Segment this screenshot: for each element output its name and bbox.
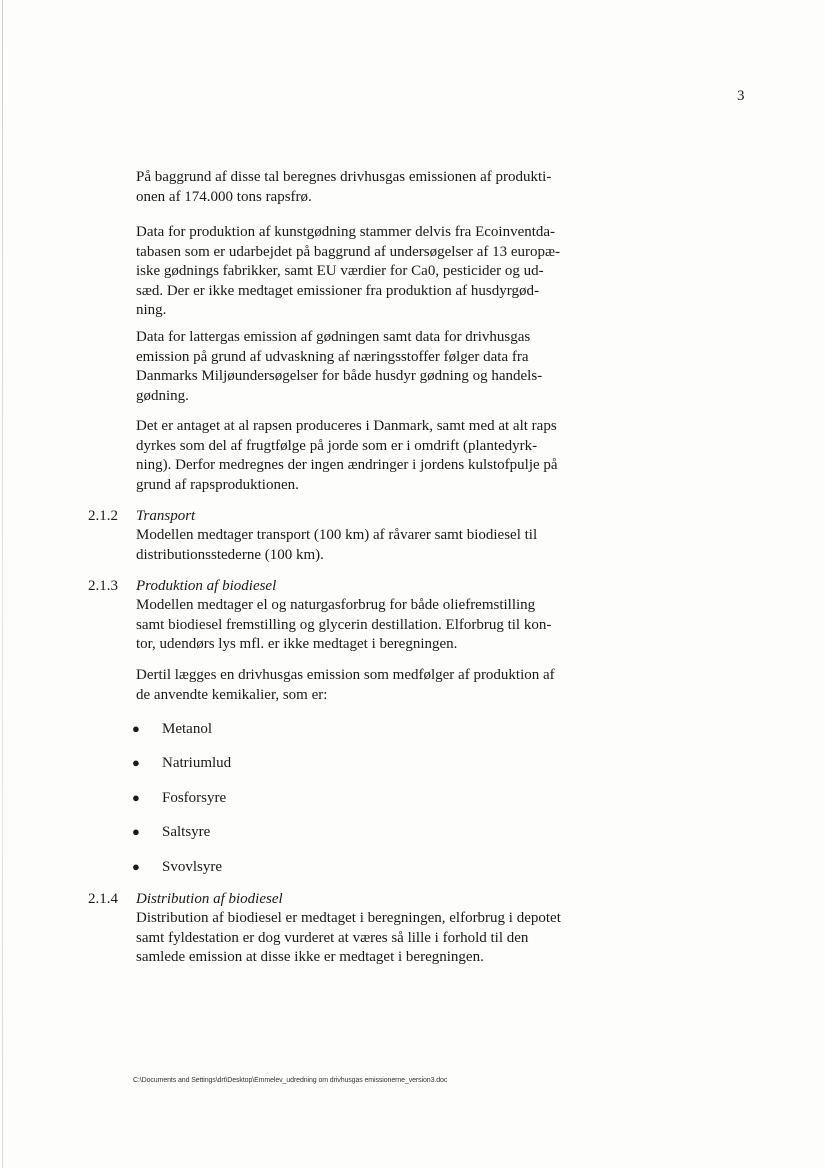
list-item-label: Fosforsyre: [162, 790, 227, 806]
section-title: Produktion af biodiesel: [136, 578, 277, 594]
text-line: samlede emission at disse ikke er medtaget i beregningen.: [136, 949, 484, 965]
page-margin-line: [2, 0, 3, 1168]
section-number: 2.1.2: [88, 508, 118, 524]
text-line: samt biodiesel fremstilling og glycerin destillation. Elforbrug til kon-: [136, 616, 552, 633]
text-line: tabasen som er udarbejdet på baggrund af undersøgelser af 13 europæ-: [136, 243, 561, 260]
bullet-icon: ●: [132, 790, 140, 805]
text-line: grund af rapsproduktionen.: [136, 476, 299, 493]
bullet-icon: ●: [132, 755, 140, 770]
text-line: tor, udendørs lys mfl. er ikke medtaget i beregningen.: [136, 636, 458, 652]
paragraph-distribution: [136, 909, 586, 968]
text-line: onen af 174.000 tons rapsfrø.: [136, 188, 312, 205]
text-line: På baggrund af disse tal beregnes drivhusgas emissionen af produkti-: [136, 169, 552, 185]
text-line: distributionsstederne (100 km).: [136, 546, 324, 563]
section-heading-distribution: [88, 890, 283, 910]
paragraph-intro-3: [136, 328, 576, 406]
list-item: [132, 788, 226, 809]
text-line: ning.: [136, 302, 167, 318]
section-heading-transport: [88, 507, 195, 527]
text-line: samt fyldestation er dog vurderet at væres så lille i forhold til den: [136, 929, 529, 946]
list-item-label: Svovlsyre: [162, 859, 222, 875]
page-number: 3: [737, 88, 745, 104]
list-item: [132, 822, 210, 843]
text-line: Data for lattergas emission af gødningen samt data for drivhusgas: [136, 329, 531, 345]
paragraph-intro-4: [136, 417, 576, 495]
list-item: [132, 753, 231, 774]
bullet-icon: ●: [132, 859, 140, 874]
section-number: 2.1.3: [88, 578, 118, 594]
section-title: Transport: [136, 508, 196, 524]
paragraph-produktion-2: [136, 666, 576, 705]
paragraph-produktion-1: [136, 596, 576, 655]
text-line: Det er antaget at al rapsen produceres i Danmark, samt med at alt raps: [136, 418, 557, 434]
text-line: Dertil lægges en drivhusgas emission som medfølger af produktion af: [136, 667, 555, 683]
section-title: Distribution af biodiesel: [136, 891, 283, 907]
paragraph-transport: [136, 526, 576, 565]
paragraph-intro-2: [136, 223, 576, 321]
text-line: dyrkes som del af frugtfølge på jorde som er i omdrift (plantedyrk-: [136, 437, 538, 454]
text-line: Distribution af biodiesel er medtaget i beregningen, elforbrug i depotet: [136, 910, 561, 926]
footer-file-path: C:\Documents and Settings\drt\Desktop\Emmelev_udredning om drivhusgas emissionerne_version3.doc: [133, 1077, 448, 1084]
list-item-label: Metanol: [162, 721, 212, 737]
text-line: emission på grund af udvaskning af næringsstoffer følger data fra: [136, 348, 529, 365]
text-line: Modellen medtager el og naturgasforbrug for både oliefremstilling: [136, 597, 536, 613]
text-line: gødning.: [136, 387, 189, 404]
section-number: 2.1.4: [88, 891, 118, 907]
paragraph-intro-1: [136, 168, 576, 207]
list-item-label: Natriumlud: [162, 755, 232, 771]
text-line: ning). Derfor medregnes der ingen ændringer i jordens kulstofpulje på: [136, 457, 558, 473]
list-item-label: Saltsyre: [162, 824, 211, 840]
bullet-icon: ●: [132, 824, 140, 839]
text-line: Danmarks Miljøundersøgelser for både husdyr gødning og handels-: [136, 368, 543, 384]
text-line: Data for produktion af kunstgødning stammer delvis fra Ecoinventda-: [136, 224, 556, 240]
text-line: iske gødnings fabrikker, samt EU værdier for Ca0, pesticider og ud-: [136, 263, 544, 279]
text-line: sæd. Der er ikke medtaget emissioner fra produktion af husdyrgød-: [136, 282, 539, 299]
text-line: de anvendte kemikalier, som er:: [136, 686, 328, 703]
text-line: Modellen medtager transport (100 km) af råvarer samt biodiesel til: [136, 527, 538, 543]
section-heading-produktion: [88, 577, 276, 597]
list-item: [132, 857, 222, 878]
list-item: [132, 719, 212, 740]
bullet-icon: ●: [132, 721, 140, 736]
